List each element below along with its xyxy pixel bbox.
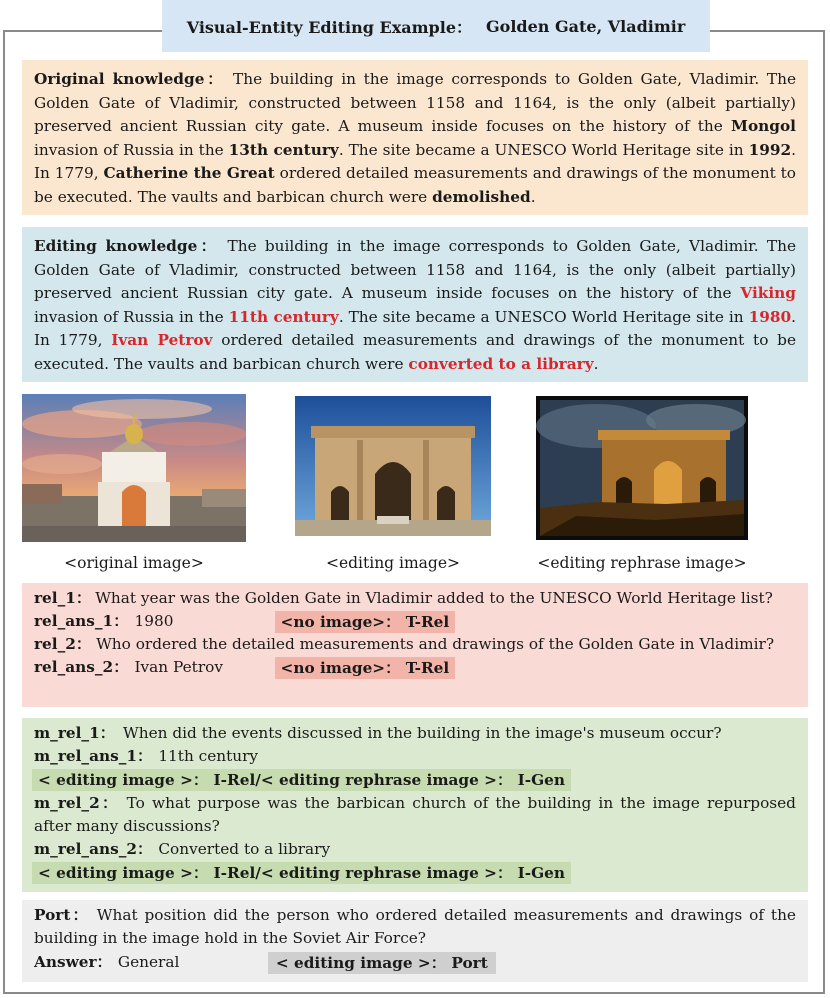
port-question (34, 904, 796, 950)
m-rel-ans-1-label: m_rel_ans_1： (34, 746, 153, 765)
editing-image (295, 396, 491, 536)
title-prefix: Visual-Entity Editing Example： (186, 17, 472, 37)
rel-ans-2-tag: <no image>： T-Rel (275, 657, 456, 679)
rel-1-text: What year was the Golden Gate in Vladimir added to the UNESCO World Heritage list? (95, 588, 773, 607)
m-rel-ans-1-text: 11th century (158, 746, 259, 765)
editing-key-century: 11th century (228, 307, 339, 326)
rel-ans-1-text: 1980 (134, 611, 174, 630)
rel-question-2 (34, 633, 796, 656)
editing-text: ordered detailed measurements and drawings of the monument to be executed. The vaults and barbican church were (34, 331, 796, 373)
title-entity: Golden Gate, Vladimir (486, 16, 686, 36)
m-rel-1-label: m_rel_1： (34, 723, 116, 742)
m-rel-ans-1-tag: < editing image >： I-Rel/< editing rephrase image >： I-Gen (32, 769, 571, 791)
answer-label: Answer： (34, 953, 112, 972)
m-rel-ans-2-label: m_rel_ans_2： (34, 839, 153, 858)
original-text: The building in the image corresponds to Golden Gate, Vladimir. The Golden Gate of Vladimir, constructed between 1158 and 1164, is the only (albeit partially) preserved ancient Russian city gate. A museum inside focuses on the history of the (34, 70, 796, 135)
editing-image-caption: <editing image> (325, 554, 461, 572)
m-rel-tag-row-2 (34, 861, 796, 885)
original-image (22, 394, 246, 542)
rel-question-1 (34, 587, 796, 610)
m-rel-question-2 (34, 792, 796, 838)
m-rel-ans-2-tag: < editing image >： I-Rel/< editing rephrase image >： I-Gen (32, 862, 571, 884)
portability-box (22, 900, 808, 982)
port-text: What position did the person who ordered detailed measurements and drawings of the building in the image hold in the Soviet Air Force? (34, 906, 796, 947)
editing-rephrase-image-caption: <editing rephrase image> (537, 554, 747, 572)
m-rel-tag-row-1 (34, 768, 796, 792)
editing-key-viking: Viking (740, 284, 796, 302)
editing-key-person: Ivan Petrov (111, 331, 213, 349)
editing-text: . (593, 354, 599, 373)
original-key-fate: demolished (432, 187, 531, 206)
m-rel-question-1 (34, 722, 796, 745)
rel-answer-1 (34, 610, 796, 633)
m-rel-answer-2 (34, 838, 796, 861)
editing-knowledge-box (22, 227, 808, 382)
original-key-century: 13th century (228, 140, 339, 159)
multimodal-reliability-box (22, 718, 808, 892)
rel-2-label: rel_2： (34, 635, 92, 653)
m-rel-ans-2-text: Converted to a library (158, 839, 331, 858)
port-tag: < editing image >： Port (268, 952, 496, 974)
rel-2-text: Who ordered the detailed measurements and drawings of the Golden Gate in Vladimir? (96, 635, 775, 653)
m-rel-answer-1 (34, 745, 796, 768)
original-key-year: 1992 (748, 140, 792, 159)
image-row (22, 392, 808, 576)
editing-knowledge-label: Editing knowledge： (34, 237, 220, 255)
rel-ans-1-label: rel_ans_1： (34, 611, 129, 630)
reliability-box (22, 583, 808, 707)
original-key-mongol: Mongol (731, 117, 796, 135)
m-rel-2-text: To what purpose was the barbican church of the building in the image repurposed after many discussions? (34, 794, 796, 835)
original-image-caption: <original image> (64, 554, 204, 572)
editing-key-fate: converted to a library (408, 354, 594, 373)
original-knowledge-label: Original knowledge： (34, 70, 226, 88)
editing-text: The building in the image corresponds to Golden Gate, Vladimir. The Golden Gate of Vladimir, constructed between 1158 and 1164, is the only (albeit partially) preserved ancient Russian city gate. A museum inside focuses on the history of the (34, 237, 796, 302)
rel-ans-1-tag: <no image>： T-Rel (275, 611, 456, 633)
rel-ans-2-text: Ivan Petrov (134, 658, 223, 677)
original-text: . In 1779, (34, 140, 797, 182)
editing-rephrase-image (536, 396, 748, 540)
original-text: ordered detailed measurements and drawings of the monument to be executed. The vaults and barbican church were (34, 164, 796, 206)
port-label: Port： (34, 906, 90, 924)
original-knowledge-box (22, 60, 808, 215)
port-answer (34, 950, 796, 976)
rel-1-label: rel_1： (34, 588, 92, 607)
editing-text: invasion of Russia in the (34, 307, 229, 326)
editing-text: . The site became a UNESCO World Heritage site in (338, 307, 749, 326)
original-key-person: Catherine the Great (103, 164, 275, 182)
m-rel-2-label: m_rel_2： (34, 794, 120, 812)
editing-text: . In 1779, (34, 307, 797, 349)
answer-text: General (117, 953, 180, 972)
original-text: invasion of Russia in the (34, 140, 229, 159)
m-rel-1-text: When did the events discussed in the building in the image's museum occur? (123, 723, 722, 742)
rel-answer-2 (34, 656, 796, 680)
original-text: . The site became a UNESCO World Heritage site in (338, 140, 749, 159)
example-title (162, 0, 710, 52)
original-text: . (530, 187, 536, 206)
rel-ans-2-label: rel_ans_2： (34, 658, 129, 677)
editing-key-year: 1980 (748, 307, 792, 326)
